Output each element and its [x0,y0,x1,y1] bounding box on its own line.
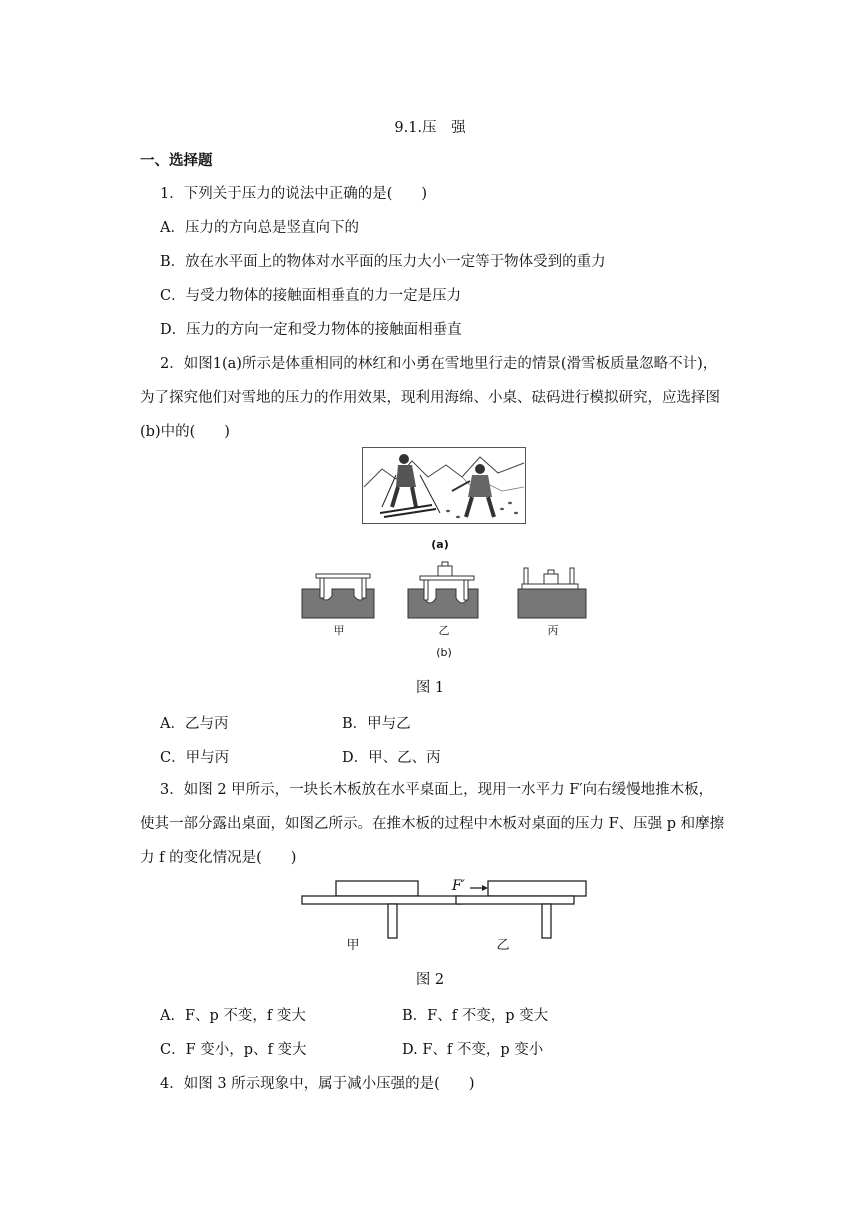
q2-stem-line-2: 为了探究他们对雪地的压力的作用效果，现利用海绵、小桌、砝码进行模拟研究，应选择图 [140,390,720,406]
figure-1a-ski-illustration [362,447,526,524]
q3-option-d: D. F、f 不变，p 变小 [402,1042,544,1058]
q3-option-c: C．F 变小，p、f 变大 [160,1042,307,1058]
q1-option-d: D．压力的方向一定和受力物体的接触面相垂直 [160,322,462,338]
figure-1b-label-yi: 乙 [438,624,450,637]
figure-1b-label-bing: 丙 [547,624,559,637]
figure-1-caption: 图 1 [415,680,445,696]
setup-jia [302,574,374,618]
q2-option-b: B．甲与乙 [342,716,411,732]
figure-1a-label: (a) [431,538,449,551]
q3-option-a: A．F、p 不变，f 变大 [160,1008,306,1024]
section-heading: 一、选择题 [140,152,213,169]
q3-stem-line-2: 使其一部分露出桌面，如图乙所示。在推木板的过程中木板对桌面的压力 F、压强 p 和摩擦 [140,816,725,832]
q4-stem: 4．如图 3 所示现象中，属于减小压强的是( ) [160,1076,475,1092]
q3-stem-line-3: 力 f 的变化情况是( ) [140,850,297,866]
q2-stem-line-3: (b)中的( ) [140,424,230,440]
figure-2-label-jia: 甲 [346,938,360,953]
q2-stem-line-1: 2．如图1(a)所示是体重相同的林红和小勇在雪地里行走的情景(滑雪板质量忽略不计)， [160,356,718,372]
q1-option-c: C．与受力物体的接触面相垂直的力一定是压力 [160,288,462,304]
setup-bing [518,568,586,618]
force-label: F′ [452,878,465,894]
figure-2-caption: 图 2 [415,972,445,988]
figure-2-label-yi: 乙 [496,938,510,953]
figure-1b-sponge-experiments [300,560,590,620]
q1-option-b: B．放在水平面上的物体对水平面的压力大小一定等于物体受到的重力 [160,254,606,270]
setup-yi [408,562,478,618]
q2-option-d: D．甲、乙、丙 [342,750,441,766]
q3-option-b: B．F、f 不变，p 变大 [402,1008,549,1024]
q2-option-c: C．甲与丙 [160,750,230,766]
figure-1b-label-jia: 甲 [333,624,345,637]
q1-option-a: A．压力的方向总是竖直向下的 [160,220,359,236]
q2-option-a: A．乙与丙 [160,716,229,732]
page-title: 9.1.压 强 [394,120,466,136]
figure-1b-label: (b) [436,646,452,659]
figure-2-board-on-table [300,876,590,940]
q1-stem: 1．下列关于压力的说法中正确的是( ) [160,186,428,202]
q3-stem-line-1: 3．如图 2 甲所示，一块长木板放在水平桌面上，现用一水平力 F′向右缓慢地推木板， [160,782,714,798]
